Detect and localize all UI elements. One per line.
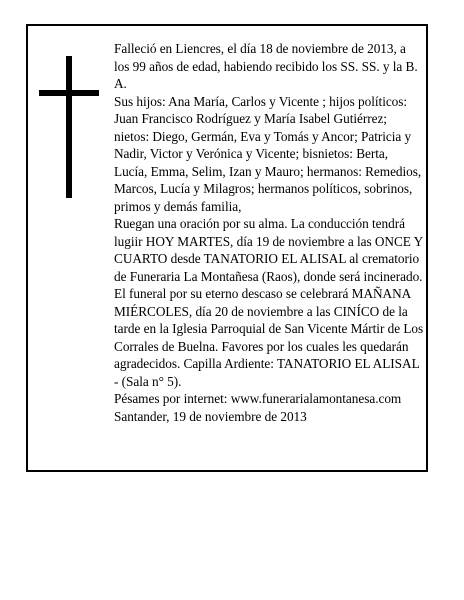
cross-vertical-bar [66,56,72,198]
condolences-website: Pésames por internet: www.funerarialamontanesa.com [114,391,402,406]
notice-body [114,40,424,425]
latin-cross-icon [39,56,99,198]
cross-horizontal-bar [39,90,99,96]
place-and-date: Santander, 19 de noviembre de 2013 [114,408,307,424]
obituary-notice [26,24,428,472]
family-list: Sus hijos: Ana María, Carlos y Vicente ; hijos políticos: Juan Francisco Rodríguez y María Isabel Gutiérrez; nietos: Diego, Germán, Eva y Tomás y Ancor; Patricia y Nadir, Victor y Verónica y Vicente; bisnietos: Berta, Lucía, Emma, Selim, Izan y Mauro; hermanos: Remedios, Marcos, Lucía y Milagros; hermanos políticos, sobrinos, primos y demás familia, [114,93,422,214]
funeral-details: Ruegan una oración por su alma. La conducción tendrá lugiir HOY MARTES, día 19 de noviembre a las ONCE Y CUARTO desde TANATORIO EL ALISAL al crematorio de Funeraria La Montañesa (Raos), donde será incinerado. El funeral por su eterno descaso se celebrará MAÑANA MIÉRCOLES, día 20 de noviembre a las CINÍCO de la tarde en la Iglesia Parroquial de San Vicente Mártir de Los Corrales de Buelna. Favores por los cuales les quedarán agradecidos. Capilla Ardiente: TANATORIO EL ALISAL - (Sala n° 5). [114,216,424,389]
death-announcement: Falleció en Liencres, el día 18 de noviembre de 2013, a los 99 años de edad, habiendo recibido los SS. SS. y la B. A. [114,41,418,91]
